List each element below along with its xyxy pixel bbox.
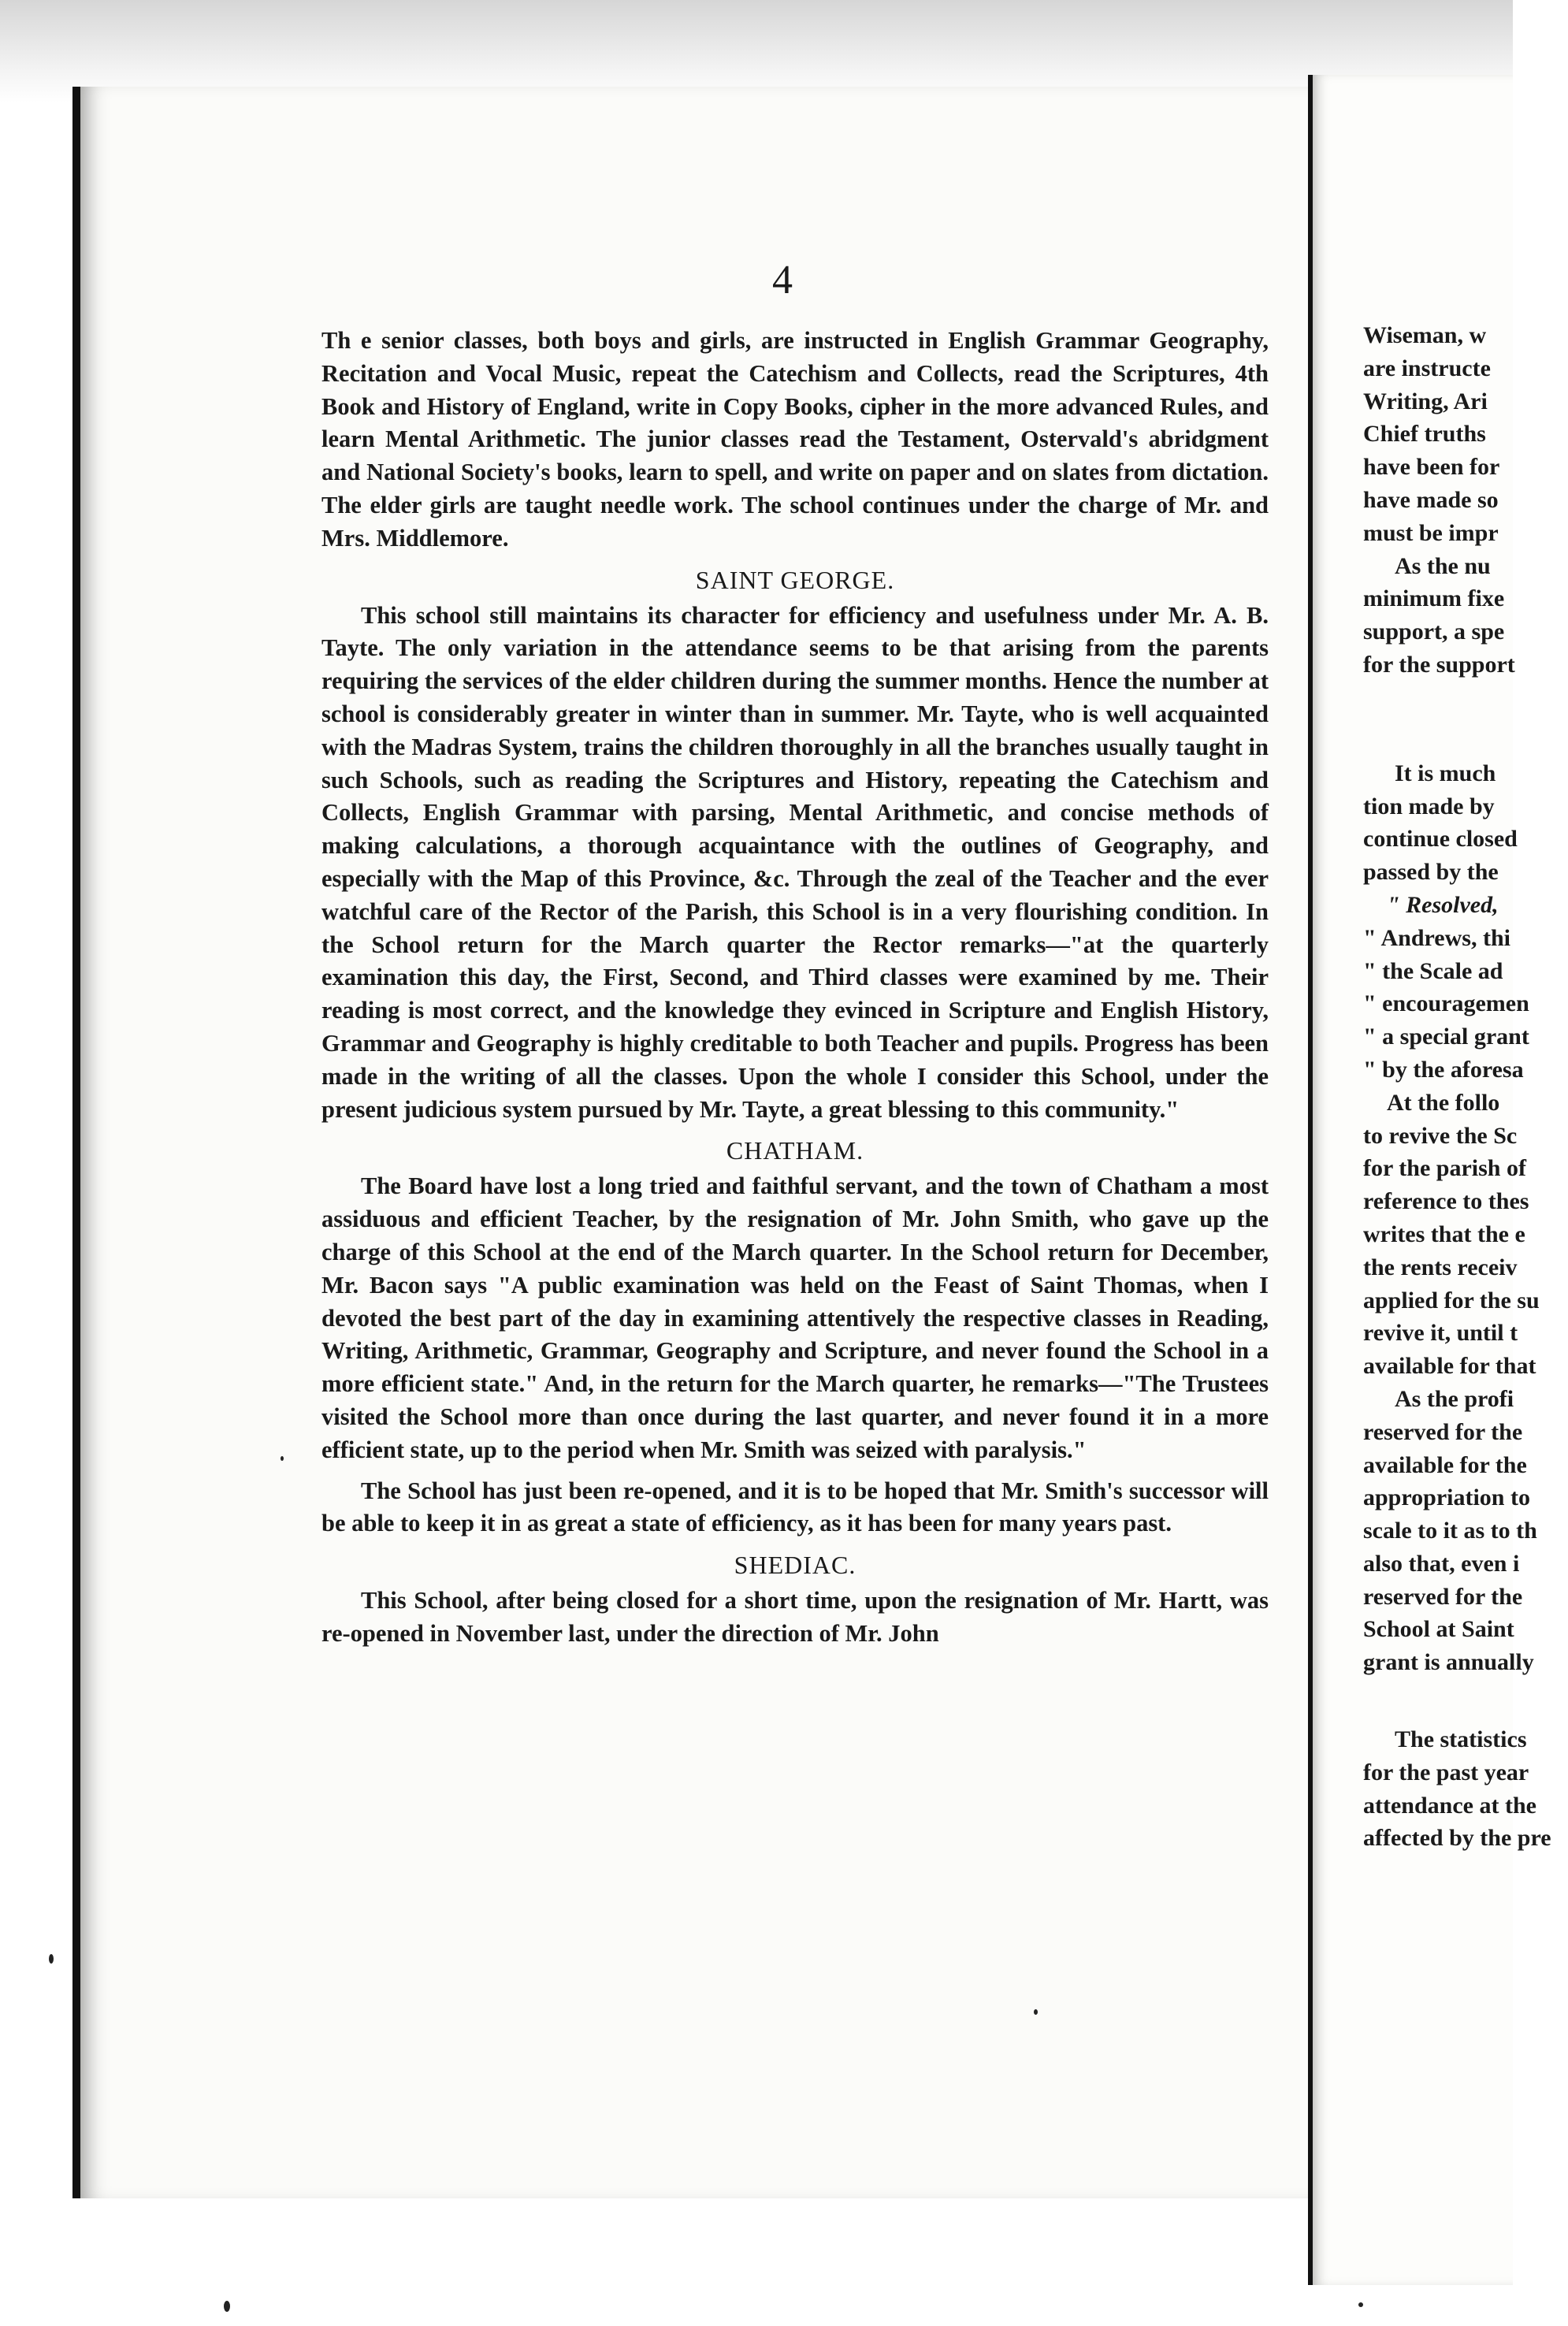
right-page: [1313, 75, 1551, 2285]
right-line: have been for: [1363, 454, 1500, 481]
page-number: 4: [772, 258, 793, 303]
right-line: At the follo: [1387, 1089, 1500, 1116]
right-line: As the nu: [1395, 552, 1491, 579]
right-line: " Andrews, thi: [1363, 924, 1510, 951]
right-line: appropriation to: [1363, 1484, 1530, 1511]
right-page-text: [1363, 319, 1568, 1855]
right-line: are instructe: [1363, 355, 1491, 381]
ink-speck: [1034, 2009, 1038, 2015]
right-line: available for the: [1363, 1451, 1527, 1478]
right-line: continue closed: [1363, 826, 1518, 853]
right-line: " Resolved,: [1387, 891, 1499, 918]
right-line: minimum fixe: [1363, 585, 1505, 612]
right-line: " encouragemen: [1363, 990, 1529, 1017]
right-line: reserved for the: [1363, 1583, 1523, 1610]
right-line: available for that: [1363, 1353, 1536, 1380]
right-line: " a special grant: [1363, 1024, 1529, 1050]
body-paragraph: The School has just been re-opened, and it is to be hoped that Mr. Smith's successor will be able to keep it in as great a state of efficiency, as it has been for many years past.: [321, 1477, 1269, 1537]
section-heading: SAINT GEORGE.: [695, 565, 895, 594]
right-line: scale to it as to th: [1363, 1518, 1537, 1544]
right-line: for the parish of: [1363, 1155, 1526, 1182]
right-gap: [1363, 682, 1568, 757]
body-paragraph: Th e senior classes, both boys and girls, are instructed in English Grammar Geography, Recitation and Vocal Music, repeat the Catechism and Collects, read the Scriptures, 4th Book and History of England, write in Copy Books, cipher in the more advanced Rules, and learn Mental Arithmetic. The junior classes read the Testament, Ostervald's abridgment and National Society's books, learn to spell, and write on paper and on slates from dictation. The elder girls are taught needle work. The school continues under the charge of Mr. and Mrs. Middlemore.: [321, 327, 1269, 552]
right-line: to revive the Sc: [1363, 1122, 1518, 1149]
right-line: must be impr: [1363, 519, 1499, 546]
right-line: the rents receiv: [1363, 1254, 1518, 1280]
right-line: It is much: [1395, 760, 1496, 786]
ink-speck: [281, 1456, 284, 1461]
right-line: applied for the su: [1363, 1287, 1540, 1313]
right-line: The statistics: [1395, 1726, 1527, 1753]
ink-speck: [224, 2301, 230, 2312]
right-line: writes that the e: [1363, 1221, 1525, 1247]
right-line: " the Scale ad: [1363, 957, 1503, 984]
right-line: attendance at the: [1363, 1792, 1536, 1819]
right-line: reference to thes: [1363, 1188, 1529, 1215]
right-line: School at Saint: [1363, 1616, 1514, 1643]
ink-speck: [1358, 2302, 1363, 2307]
right-line: for the past year: [1363, 1759, 1529, 1785]
right-line: " by the aforesa: [1363, 1056, 1524, 1083]
right-line: affected by the pre: [1363, 1825, 1551, 1852]
right-line: passed by the: [1363, 859, 1499, 886]
right-line: for the support: [1363, 651, 1515, 678]
section-heading: SHEDIAC.: [734, 1551, 856, 1580]
right-line: grant is annually: [1363, 1649, 1534, 1676]
right-line: reserved for the: [1363, 1418, 1523, 1445]
body-paragraph: This school still maintains its character for efficiency and usefulness under Mr. A. B. Tayte. The only variation in the attendance seems to be that arising from the parents requiring the services of the elder children during the summer months. Hence the number at school is considerably greater in winter than in summer. Mr. Tayte, who is well acquainted with the Madras System, trains the children thoroughly in all the branches usually taught in such Schools, such as reading the Scriptures and History, repeating the Catechism and Collects, English Grammar with parsing, Mental Arithmetic, and concise methods of making calculations, a thorough acquaintance with the outlines of Geography, and especially with the Map of this Province, &c. Through the zeal of the Teacher and the ever watchful care of the Rector of the Parish, this School is in a very flourishing condition. In the School return for the March quarter the Rector remarks—"at the quarterly examination this day, the First, Second, and Third classes were examined by me. Their reading is most correct, and the knowledge they evinced in Scripture and English History, Grammar and Geography is highly creditable to both Teacher and pupils. Progress has been made in the writing of all the classes. Upon the whole I consider this School, under the present judicious system pursued by Mr. Tayte, a great blessing to this community.": [321, 601, 1269, 1123]
left-page-text: [321, 325, 1269, 1659]
body-paragraph: The Board have lost a long tried and faithful servant, and the town of Chatham a most assiduous and efficient Teacher, by the resignation of Mr. John Smith, who gave up the charge of this School at the end of the March quarter. In the School return for December, Mr. Bacon says "A public examination was held on the Feast of Saint Thomas, when I devoted the best part of the day in examining attentively the respective classes in Reading, Writing, Arithmetic, Grammar, Geography and Scripture, and never found the School in a more efficient state." And, in the return for the March quarter, he remarks—"The Trustees visited the School more than once during the last quarter, and never found it in a more efficient state, up to the period when Mr. Smith was seized with paralysis.": [321, 1172, 1269, 1463]
right-line: As the profi: [1395, 1385, 1514, 1412]
right-line: revive it, until t: [1363, 1320, 1518, 1347]
ink-speck: [49, 1954, 54, 1964]
right-line: have made so: [1363, 486, 1499, 513]
right-line: support, a spe: [1363, 619, 1505, 645]
right-line: Writing, Ari: [1363, 388, 1488, 414]
right-line: Wiseman, w: [1363, 322, 1487, 348]
body-paragraph: This School, after being closed for a short time, upon the resignation of Mr. Hartt, was re-opened in November last, under the direction of Mr. John: [321, 1587, 1269, 1647]
right-line: also that, even i: [1363, 1550, 1520, 1577]
right-line: tion made by: [1363, 793, 1495, 819]
section-heading: CHATHAM.: [726, 1136, 864, 1165]
right-line: Chief truths: [1363, 421, 1486, 448]
right-gap: [1363, 1679, 1568, 1723]
